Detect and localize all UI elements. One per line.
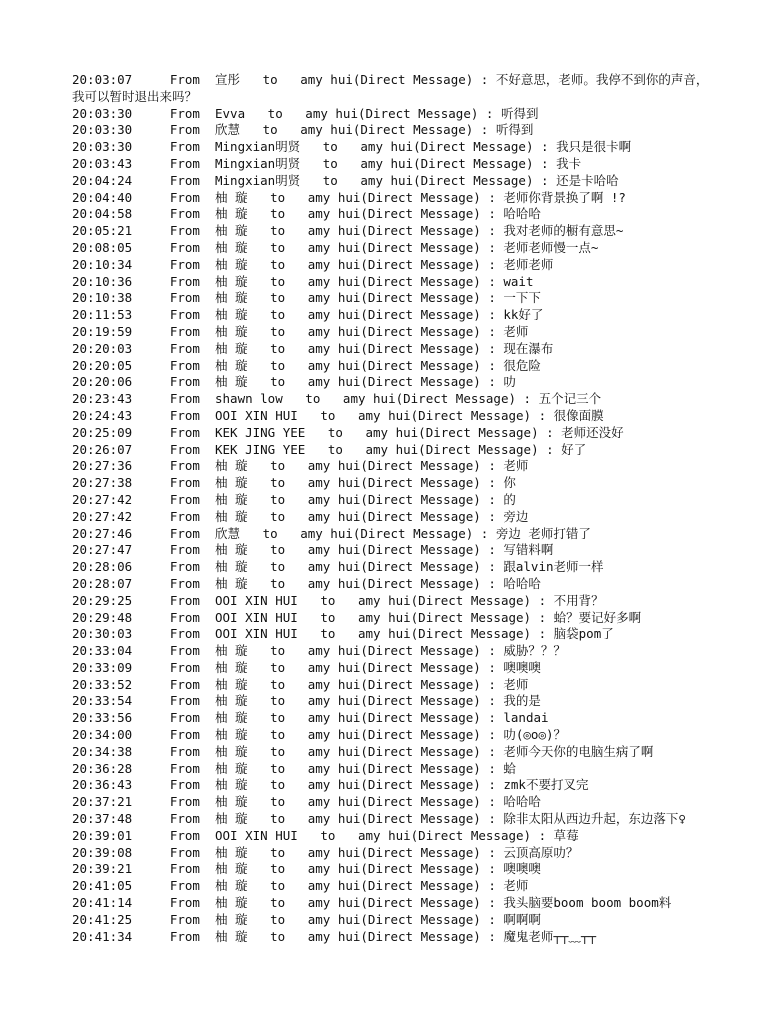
chat-message: 20:29:25 From OOI XIN HUI to amy hui(Direct Message) : 不用背？ (72, 592, 604, 608)
chat-message: 20:27:42 From 柚 璇 to amy hui(Direct Message) : 旁边 (72, 508, 529, 524)
chat-message: 20:39:08 From 柚 璇 to amy hui(Direct Message) : 云顶高原叻？ (72, 844, 579, 860)
chat-message: 20:39:01 From OOI XIN HUI to amy hui(Direct Message) : 草莓 (72, 827, 579, 843)
chat-message: 20:41:05 From 柚 璇 to amy hui(Direct Message) : 老师 (72, 878, 529, 894)
chat-message: 20:27:36 From 柚 璇 to amy hui(Direct Message) : 老师 (72, 458, 529, 474)
chat-message: 20:10:36 From 柚 璇 to amy hui(Direct Message) : wait (72, 273, 534, 289)
chat-message: 20:41:14 From 柚 璇 to amy hui(Direct Message) : 我头脑要boom boom boom料 (72, 895, 672, 911)
chat-message: 20:30:03 From OOI XIN HUI to amy hui(Direct Message) : 脑袋pom了 (72, 626, 614, 642)
chat-message: 20:27:38 From 柚 璇 to amy hui(Direct Message) : 你 (72, 475, 516, 491)
chat-message: 20:33:52 From 柚 璇 to amy hui(Direct Message) : 老师 (72, 676, 529, 692)
chat-message: 20:23:43 From shawn low to amy hui(Direct Message) : 五个记三个 (72, 391, 602, 407)
chat-message: 20:37:48 From 柚 璇 to amy hui(Direct Message) : 除非太阳从西边升起，东边落下♀ (72, 811, 686, 827)
chat-message: 20:33:54 From 柚 璇 to amy hui(Direct Message) : 我的是 (72, 693, 541, 709)
chat-message: 20:36:43 From 柚 璇 to amy hui(Direct Message) : zmk不要打叉完 (72, 777, 589, 793)
chat-message: 20:04:40 From 柚 璇 to amy hui(Direct Message) : 老师你背景换了啊 !? (72, 189, 626, 205)
chat-message: 20:33:56 From 柚 璇 to amy hui(Direct Message) : landai (72, 710, 549, 726)
chat-message: 20:20:05 From 柚 璇 to amy hui(Direct Message) : 很危险 (72, 357, 541, 373)
chat-message: 20:36:28 From 柚 璇 to amy hui(Direct Message) : 蛤 (72, 760, 516, 776)
chat-message: 20:27:42 From 柚 璇 to amy hui(Direct Message) : 的 (72, 491, 516, 507)
chat-message: 20:26:07 From KEK JING YEE to amy hui(Direct Message) : 好了 (72, 441, 587, 457)
chat-log (72, 72, 712, 945)
chat-message: 20:41:34 From 柚 璇 to amy hui(Direct Message) : 魔鬼老师┬┬﹏┬┬ (72, 928, 596, 944)
chat-message: 20:05:21 From 柚 璇 to amy hui(Direct Message) : 我对老师的橱有意思~ (72, 223, 624, 239)
chat-message: 20:33:04 From 柚 璇 to amy hui(Direct Message) : 威胁？？？ (72, 643, 566, 659)
chat-message: 20:28:07 From 柚 璇 to amy hui(Direct Message) : 哈哈哈 (72, 575, 541, 591)
chat-message: 20:19:59 From 柚 璇 to amy hui(Direct Message) : 老师 (72, 323, 529, 339)
chat-message: 20:11:53 From 柚 璇 to amy hui(Direct Message) : kk好了 (72, 307, 544, 323)
chat-message: 20:20:06 From 柚 璇 to amy hui(Direct Message) : 叻 (72, 374, 516, 390)
chat-message: 20:37:21 From 柚 璇 to amy hui(Direct Message) : 哈哈哈 (72, 794, 541, 810)
chat-message: 20:33:09 From 柚 璇 to amy hui(Direct Message) : 噢噢噢 (72, 659, 541, 675)
chat-message: 20:03:30 From Mingxian明贤 to amy hui(Direct Message) : 我只是很卡啊 (72, 139, 632, 155)
chat-message: 20:04:24 From Mingxian明贤 to amy hui(Direct Message) : 还是卡哈哈 (72, 172, 619, 188)
chat-message: 20:28:06 From 柚 璇 to amy hui(Direct Message) : 跟alvin老师一样 (72, 559, 604, 575)
chat-message: 20:27:47 From 柚 璇 to amy hui(Direct Message) : 写错料啊 (72, 542, 554, 558)
chat-message: 20:34:38 From 柚 璇 to amy hui(Direct Message) : 老师今天你的电脑生病了啊 (72, 743, 654, 759)
chat-message: 20:20:03 From 柚 璇 to amy hui(Direct Message) : 现在瀑布 (72, 340, 554, 356)
chat-message: 20:39:21 From 柚 璇 to amy hui(Direct Message) : 噢噢噢 (72, 861, 541, 877)
chat-message: 20:29:48 From OOI XIN HUI to amy hui(Direct Message) : 蛤？要记好多啊 (72, 609, 642, 625)
chat-message: 20:04:58 From 柚 璇 to amy hui(Direct Message) : 哈哈哈 (72, 206, 541, 222)
chat-message: 20:08:05 From 柚 璇 to amy hui(Direct Message) : 老师老师慢一点~ (72, 239, 599, 255)
chat-message: 20:03:43 From Mingxian明贤 to amy hui(Direct Message) : 我卡 (72, 155, 582, 171)
chat-message: 20:03:30 From Evva to amy hui(Direct Message) : 听得到 (72, 105, 539, 121)
chat-message: 20:03:30 From 欣慧 to amy hui(Direct Message) : 听得到 (72, 122, 534, 138)
chat-message: 20:27:46 From 欣慧 to amy hui(Direct Message) : 旁边 老师打错了 (72, 525, 591, 541)
chat-message: 20:03:07 From 宣彤 to amy hui(Direct Message) : 不好意思，老师。我停不到你的声音， (72, 72, 709, 87)
chat-message: 20:10:38 From 柚 璇 to amy hui(Direct Message) : 一下下 (72, 290, 541, 306)
chat-message: 20:25:09 From KEK JING YEE to amy hui(Direct Message) : 老师还没好 (72, 424, 624, 440)
chat-message: 20:41:25 From 柚 璇 to amy hui(Direct Message) : 啊啊啊 (72, 911, 541, 927)
chat-message: 20:10:34 From 柚 璇 to amy hui(Direct Message) : 老师老师 (72, 256, 554, 272)
chat-message: 20:24:43 From OOI XIN HUI to amy hui(Direct Message) : 很像面膜 (72, 407, 604, 423)
chat-message-continuation: 我可以暂时退出来吗？ (72, 88, 198, 104)
chat-message: 20:34:00 From 柚 璇 to amy hui(Direct Message) : 叻(◎o◎)？ (72, 727, 567, 743)
